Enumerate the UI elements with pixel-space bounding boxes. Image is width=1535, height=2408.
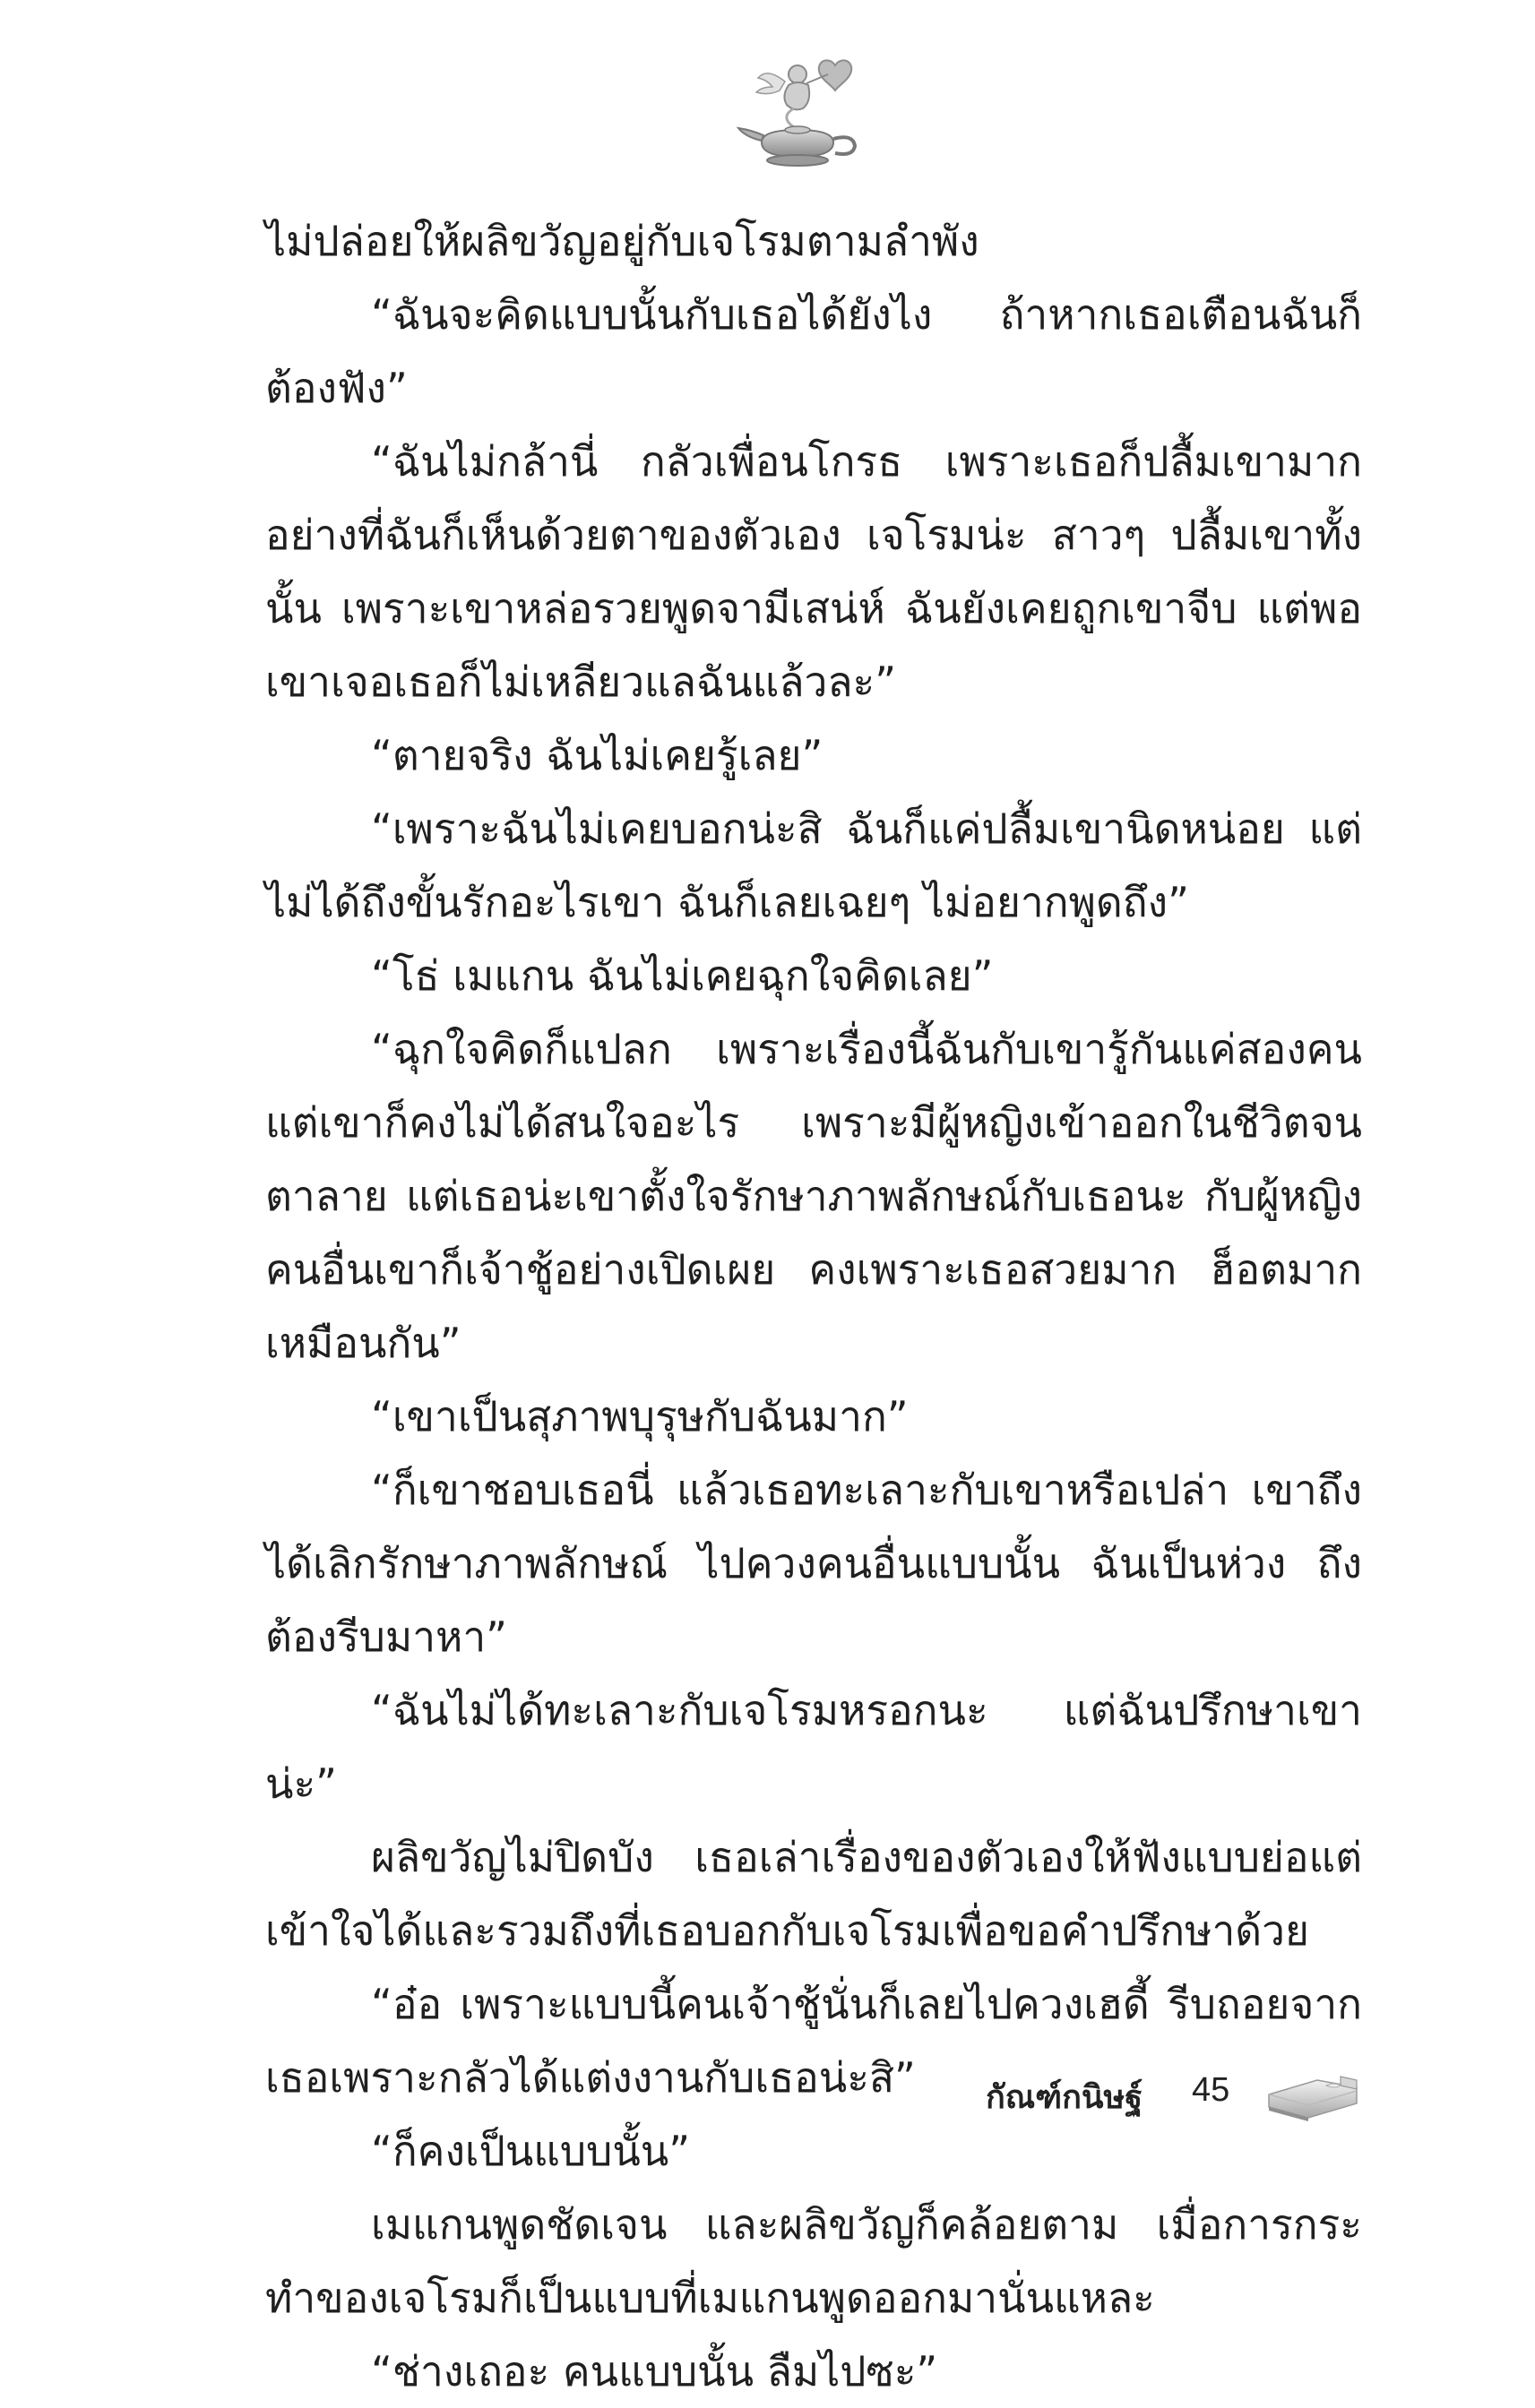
paragraph: ผลิขวัญไม่ปิดบัง เธอเล่าเรื่องของตัวเองให้ฟังแบบย่อแต่เข้าใจได้และรวมถึงที่เธอบอกกับเจโรมเพื่อขอคำปรึกษาด้วย <box>265 1833 1362 1955</box>
paragraph: “เขาเป็นสุภาพบุรุษกับฉันมาก” <box>371 1392 909 1440</box>
paragraph: ไม่ปล่อยให้ผลิขวัญอยู่กับเจโรมตามลำพัง <box>265 217 979 265</box>
paragraph: เมแกนพูดชัดเจน และผลิขวัญก็คล้อยตาม เมื่อการกระทำของเจโรมก็เป็นแบบที่เมแกนพูดออกมานั่นแหละ <box>265 2200 1362 2322</box>
paragraph: “ฉันจะคิดแบบนั้นกับเธอได้ยังไง ถ้าหากเธอเตือนฉันก็ต้องฟัง” <box>265 290 1362 412</box>
paragraph: “ตายจริง ฉันไม่เคยรู้เลย” <box>371 731 824 779</box>
paragraph: “อ๋อ เพราะแบบนี้คนเจ้าชู้นั่นก็เลยไปควงเฮดี้ รีบถอยจากเธอเพราะกลัวได้แต่งงานกับเธอน่ะสิ” <box>265 1980 1362 2102</box>
paragraph: “ฉันไม่กล้านี่ กลัวเพื่อนโกรธ เพราะเธอก็ปลื้มเขามากอย่างที่ฉันก็เห็นด้วยตาของตัวเอง เจโรมน่ะ สาวๆ ปลื้มเขาทั้งนั้น เพราะเขาหล่อรวยพูดจามีเสน่ห์ ฉันยังเคยถูกเขาจีบ แต่พอเขาเจอเธอก็ไม่เหลียวแลฉันแล้วละ” <box>265 437 1362 706</box>
paragraph: “โธ่ เมแกน ฉันไม่เคยฉุกใจคิดเลย” <box>371 951 994 1000</box>
paragraph: “ฉุกใจคิดก็แปลก เพราะเรื่องนี้ฉันกับเขารู้กันแค่สองคน แต่เขาก็คงไม่ได้สนใจอะไร เพราะมีผู้หญิงเข้าออกในชีวิตจนตาลาย แต่เธอน่ะเขาตั้งใจรักษาภาพลักษณ์กับเธอนะ กับผู้หญิงคนอื่นเขาก็เจ้าชู้อย่างเปิดเผย คงเพราะเธอสวยมาก ฮ็อตมากเหมือนกัน” <box>265 1025 1362 1367</box>
cupid-teapot-icon <box>735 49 878 175</box>
paragraph: “ฉันไม่ได้ทะเลาะกับเจโรมหรอกนะ แต่ฉันปรึกษาเขาน่ะ” <box>265 1686 1362 1808</box>
bed-icon <box>1263 2068 1362 2121</box>
book-title: กัณฑ์กนิษฐ์ <box>986 2079 1143 2116</box>
page-footer <box>968 2060 1380 2132</box>
paragraph: “ช่างเถอะ คนแบบนั้น ลืมไปซะ” <box>371 2347 938 2395</box>
paragraph: “ก็คงเป็นแบบนั้น” <box>371 2127 691 2175</box>
paragraph: “ก็เขาชอบเธอนี่ แล้วเธอทะเลาะกับเขาหรือเปล่า เขาถึงได้เลิกรักษาภาพลักษณ์ ไปควงคนอื่นแบบนั้น ฉันเป็นห่วง ถึงต้องรีบมาหา” <box>265 1466 1362 1661</box>
page-number: 45 <box>1192 2071 1230 2109</box>
paragraph: “เพราะฉันไม่เคยบอกน่ะสิ ฉันก็แค่ปลื้มเขานิดหน่อย แต่ไม่ได้ถึงขั้นรักอะไรเขา ฉันก็เลยเฉยๆ ไม่อยากพูดถึง” <box>265 804 1362 926</box>
